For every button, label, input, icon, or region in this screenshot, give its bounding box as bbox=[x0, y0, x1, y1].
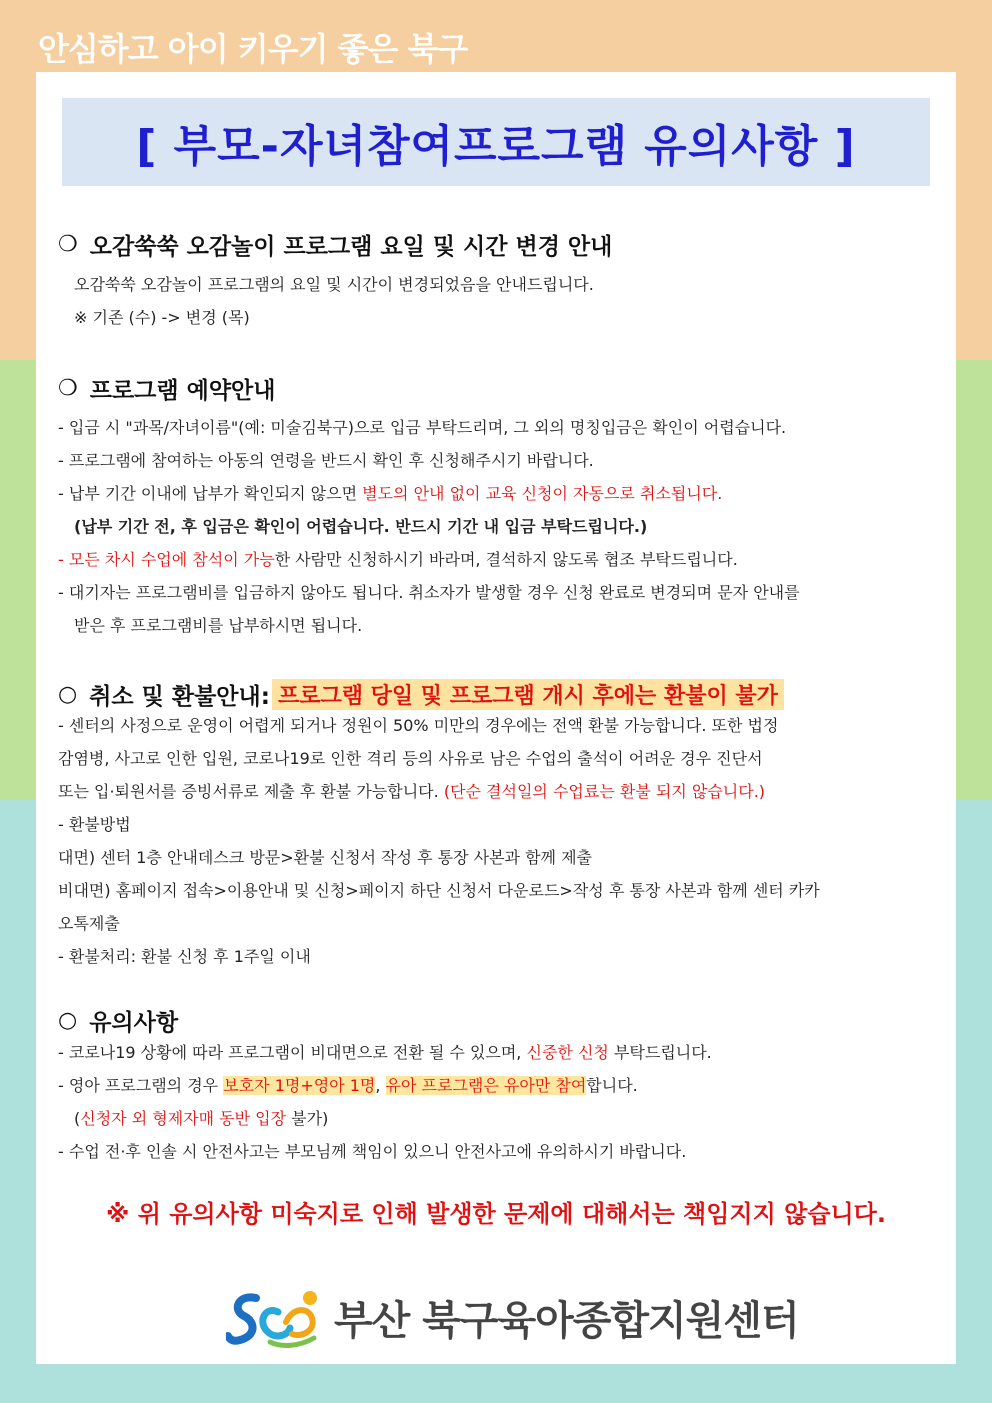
section-heading-precautions: ○ 유의사항 bbox=[58, 1008, 179, 1036]
refund-line: 대면) 센터 1층 안내데스크 방문>환불 신청서 작성 후 통장 사본과 함께 제출 bbox=[58, 848, 592, 867]
notice-sheet bbox=[36, 72, 956, 1364]
reservation-line: - 모든 차시 수업에 참석이 가능한 사람만 신청하시기 바라며, 결석하지 않도록 협조 부탁드립니다. bbox=[58, 550, 738, 569]
page-title: [ 부모-자녀참여프로그램 유의사항 ] bbox=[136, 121, 856, 172]
section-heading-reservation: ❍ 프로그램 예약안내 bbox=[58, 376, 276, 404]
bullet-icon: ❍ bbox=[58, 232, 78, 257]
bullet-icon: ○ bbox=[58, 1008, 78, 1033]
reservation-line: - 입금 시 "과목/자녀이름"(예: 미술김북구)으로 입금 부탁드리며, 그 외의 명칭입금은 확인이 어렵습니다. bbox=[58, 418, 787, 437]
reservation-line: - 대기자는 프로그램비를 입금하지 않아도 됩니다. 취소자가 발생할 경우 신청 완료로 변경되며 문자 안내를 bbox=[58, 583, 800, 602]
precaution-line: - 영아 프로그램의 경우 보호자 1명+영아 1명, 유아 프로그램은 유아만 참여합니다. bbox=[58, 1076, 638, 1095]
refund-line: 비대면) 홈페이지 접속>이용안내 및 신청>페이지 하단 신청서 다운로드>작성 후 통장 사본과 함께 센터 카카 bbox=[58, 881, 820, 900]
warning-text: 신중한 신청 bbox=[526, 1043, 609, 1062]
refund-line: - 센터의 사정으로 운영이 어렵게 되거나 정원이 50% 미만의 경우에는 전액 환불 가능합니다. 또한 법정 bbox=[58, 716, 779, 735]
refund-line: 감염병, 사고로 인한 입원, 코로나19로 인한 격리 등의 사유로 남은 수업의 출석이 어려운 경우 진단서 bbox=[58, 749, 763, 768]
reservation-line: 받은 후 프로그램비를 납부하시면 됩니다. bbox=[74, 616, 363, 635]
center-logo-icon bbox=[226, 1284, 326, 1350]
section-heading-refund: ○ 취소 및 환불안내: 프로그램 당일 및 프로그램 개시 후에는 환불이 불가 bbox=[58, 678, 784, 711]
slogan: 안심하고 아이 키우기 좋은 북구 bbox=[38, 30, 468, 68]
highlight-text: 유아 프로그램은 유아만 참여 bbox=[385, 1076, 587, 1095]
reservation-line: - 납부 기간 이내에 납부가 확인되지 않으면 별도의 안내 없이 교육 신청이 자동으로 취소됩니다. bbox=[58, 484, 723, 503]
refund-line: - 환불방법 bbox=[58, 815, 131, 834]
highlight-text: 보호자 1명+영아 1명 bbox=[223, 1076, 376, 1095]
bullet-icon: ❍ bbox=[58, 376, 78, 401]
refund-line: - 환불처리: 환불 신청 후 1주일 이내 bbox=[58, 947, 311, 966]
precaution-line: (신청자 외 형제자매 동반 입장 불가) bbox=[74, 1109, 329, 1128]
reservation-note: (납부 기간 전, 후 입금은 확인이 어렵습니다. 반드시 기간 내 입금 부탁드립니다.) bbox=[74, 517, 648, 536]
refund-line: 오톡제출 bbox=[58, 914, 120, 933]
warning-text: 신청자 외 형제자매 동반 입장 bbox=[80, 1109, 287, 1128]
warning-text: (단순 결석일의 수업료는 환불 되지 않습니다.) bbox=[443, 782, 766, 801]
refund-line: 또는 입·퇴원서를 증빙서류로 제출 후 환불 가능합니다. (단순 결석일의 수업료는 환불 되지 않습니다.) bbox=[58, 782, 766, 801]
refund-highlight: 프로그램 당일 및 프로그램 개시 후에는 환불이 불가 bbox=[272, 679, 784, 710]
reservation-line: - 프로그램에 참여하는 아동의 연령을 반드시 확인 후 신청해주시기 바랍니다. bbox=[58, 451, 594, 470]
warning-text: 별도의 안내 없이 교육 신청이 자동으로 취소됩니다. bbox=[362, 484, 723, 503]
section-heading-schedule-change: ❍ 오감쑥쑥 오감놀이 프로그램 요일 및 시간 변경 안내 bbox=[58, 232, 613, 260]
bullet-icon: ○ bbox=[58, 682, 78, 707]
schedule-change-detail: ※ 기존 (수) -> 변경 (목) bbox=[74, 308, 250, 327]
warning-text: - 모든 차시 수업에 참석이 가능 bbox=[58, 550, 275, 569]
precaution-line: - 코로나19 상황에 따라 프로그램이 비대면으로 전환 될 수 있으며, 신중한 신청 부탁드립니다. bbox=[58, 1043, 712, 1062]
schedule-change-text: 오감쑥쑥 오감놀이 프로그램의 요일 및 시간이 변경되었음을 안내드립니다. bbox=[74, 275, 594, 294]
center-logo bbox=[226, 1284, 799, 1350]
disclaimer-notice: ※ 위 유의사항 미숙지로 인해 발생한 문제에 대해서는 책임지지 않습니다. bbox=[106, 1200, 886, 1228]
title-box bbox=[62, 98, 930, 186]
precaution-line: - 수업 전·후 인솔 시 안전사고는 부모님께 책임이 있으니 안전사고에 유의하시기 바랍니다. bbox=[58, 1142, 687, 1161]
center-logo-text: 부산 북구육아종합지원센터 bbox=[334, 1297, 799, 1344]
